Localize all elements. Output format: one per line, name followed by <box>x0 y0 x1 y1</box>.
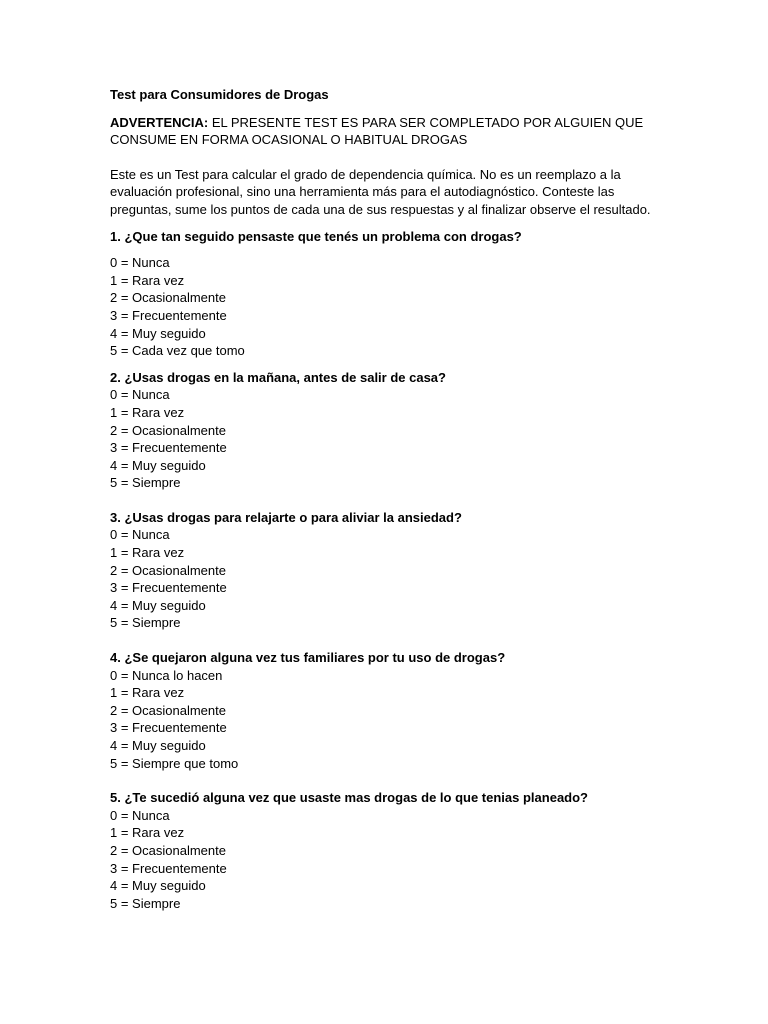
answer-option: 4 = Muy seguido <box>110 738 206 753</box>
answer-option: 3 = Frecuentemente <box>110 720 227 736</box>
question-title: 1. ¿Que tan seguido pensaste que tenés un problema con drogas? <box>110 228 522 244</box>
warning-label: ADVERTENCIA: <box>110 114 209 130</box>
answer-option: 1 = Rara vez <box>110 545 185 561</box>
answer-option: 1 = Rara vez <box>110 825 185 841</box>
question-1 <box>110 228 670 360</box>
answer-option: 4 = Muy seguido <box>110 457 206 473</box>
warning-paragraph <box>110 114 670 149</box>
question-3 <box>110 509 670 632</box>
answer-options <box>110 807 670 913</box>
answer-option: 4 = Muy seguido <box>110 597 206 613</box>
answer-option: 5 = Siempre <box>110 615 181 631</box>
answer-option: 0 = Nunca <box>110 387 170 403</box>
question-title: 3. ¿Usas drogas para relajarte o para aliviar la ansiedad? <box>110 509 462 525</box>
answer-options <box>110 526 670 632</box>
document-page <box>110 86 670 912</box>
answer-options <box>110 386 670 492</box>
answer-option: 2 = Ocasionalmente <box>110 702 226 718</box>
answer-option: 3 = Frecuentemente <box>110 440 227 456</box>
answer-option: 0 = Nunca <box>110 255 170 271</box>
answer-option: 2 = Ocasionalmente <box>110 842 226 858</box>
answer-option: 2 = Ocasionalmente <box>110 422 226 438</box>
answer-options <box>110 667 670 773</box>
question-title: 2. ¿Usas drogas en la mañana, antes de salir de casa? <box>110 369 446 385</box>
answer-option: 0 = Nunca <box>110 527 170 543</box>
answer-option: 1 = Rara vez <box>110 685 185 701</box>
answer-options <box>110 254 670 360</box>
answer-option: 2 = Ocasionalmente <box>110 562 226 578</box>
answer-option: 4 = Muy seguido <box>110 878 206 894</box>
question-5 <box>110 789 670 912</box>
question-title: 4. ¿Se quejaron alguna vez tus familiares por tu uso de drogas? <box>110 650 506 666</box>
answer-option: 5 = Siempre <box>110 475 181 491</box>
question-title: 5. ¿Te sucedió alguna vez que usaste mas drogas de lo que tenias planeado? <box>110 790 588 806</box>
question-2 <box>110 369 670 492</box>
answer-option: 0 = Nunca lo hacen <box>110 667 223 683</box>
answer-option: 5 = Siempre que tomo <box>110 755 239 771</box>
answer-option: 3 = Frecuentemente <box>110 580 227 596</box>
answer-option: 2 = Ocasionalmente <box>110 290 226 306</box>
warning-text: EL PRESENTE TEST ES PARA SER COMPLETADO POR ALGUIEN QUE CONSUME EN FORMA OCASIONAL O HABITUAL DROGAS <box>110 114 644 148</box>
answer-option: 4 = Muy seguido <box>110 325 206 341</box>
document-title: Test para Consumidores de Drogas <box>110 87 329 102</box>
intro-paragraph: Este es un Test para calcular el grado de dependencia química. No es un reemplazo a la evaluación profesional, sino una herramienta más para el autodiagnóstico. Conteste las preguntas, sume los puntos de cada una de sus respuestas y al finalizar observe el resultado. <box>110 166 651 217</box>
answer-option: 3 = Frecuentemente <box>110 307 227 323</box>
answer-option: 3 = Frecuentemente <box>110 860 227 876</box>
question-4 <box>110 649 670 772</box>
answer-option: 1 = Rara vez <box>110 272 185 288</box>
answer-option: 1 = Rara vez <box>110 404 185 420</box>
answer-option: 5 = Siempre <box>110 895 181 911</box>
answer-option: 0 = Nunca <box>110 807 170 823</box>
answer-option: 5 = Cada vez que tomo <box>110 343 245 359</box>
